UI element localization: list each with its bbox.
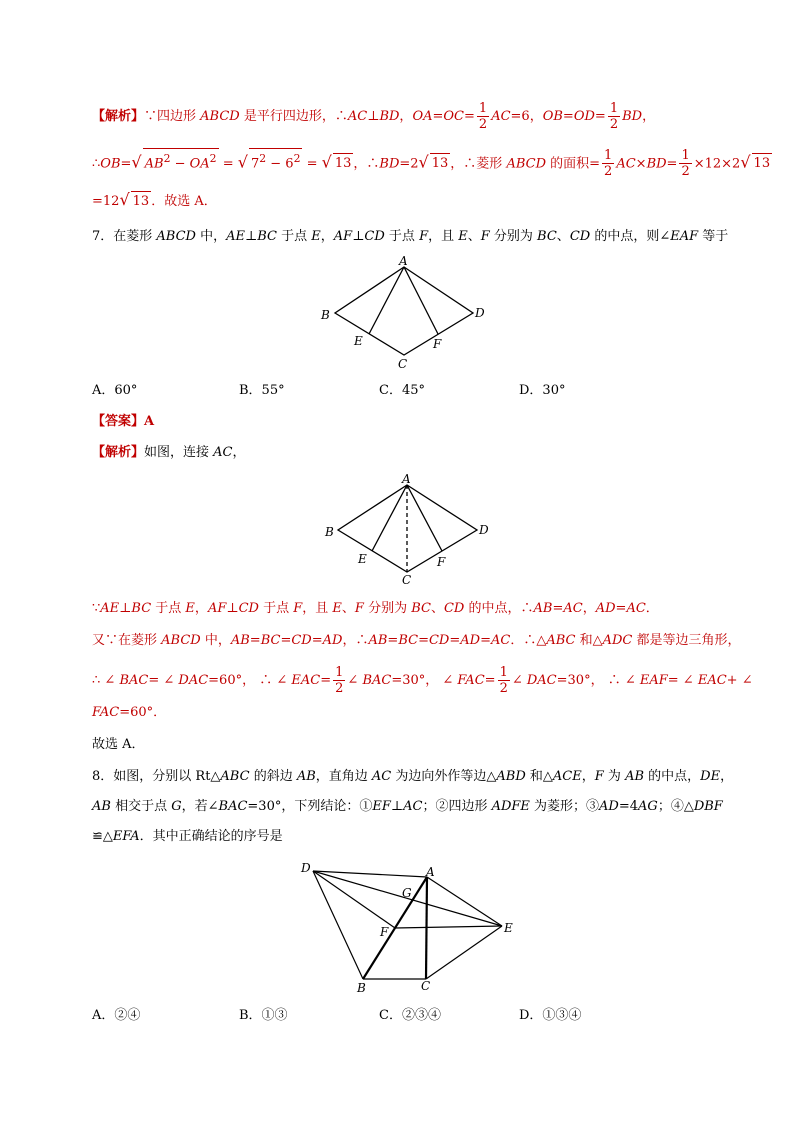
label-C: C [421, 979, 431, 993]
analysis-label: 【解析】 [92, 109, 145, 124]
label-B: B [325, 525, 334, 539]
question-7-options [92, 381, 712, 401]
fraction-half: $\frac{1}{2}$ [499, 665, 508, 696]
label-C: C [402, 573, 412, 587]
option-a: A．60° [92, 383, 138, 398]
label-A: A [426, 865, 435, 879]
fraction-half: $\frac{1}{2}$ [604, 148, 613, 180]
analysis-q7-intro: 【解析】如图，连接 AC， [92, 445, 246, 460]
question-7-stem: 7．在菱形 ABCD 中，AE⊥BC 于点 E，AF⊥CD 于点 F，且 E、F 分别为 BC、CD 的中点，则∠EAF 等于 [92, 229, 729, 244]
label-E: E [504, 921, 513, 935]
question-8-line-3: ≌△EFA．其中正确结论的序号是 [92, 829, 283, 844]
option-d: D．①③④ [519, 1008, 582, 1023]
sqrt-expression: $AB^2 - OA^2$ [143, 148, 219, 174]
answer-value: A [144, 414, 155, 429]
option-b: B．55° [239, 383, 285, 398]
fraction-half: $\frac{1}{2}$ [681, 148, 690, 180]
label-B: B [321, 308, 330, 322]
label-F: F [433, 337, 442, 351]
label-F: F [437, 555, 446, 569]
analysis-q7-conclusion: 故选 A． [92, 737, 145, 752]
option-c: C．②③④ [379, 1008, 441, 1023]
label-E: E [354, 334, 363, 348]
label-G: G [402, 886, 412, 900]
analysis-q7-s1: ∵AE⊥BC 于点 E，AF⊥CD 于点 F，且 E、F 分别为 BC、CD 的中点，∴AB=AC，AD=AC． [92, 601, 659, 616]
label-F: F [380, 925, 389, 939]
label-D: D [479, 523, 489, 537]
analysis-q7-s2: 又∵在菱形 ABCD 中，AB=BC=CD=AD，∴AB=BC=CD=AD=AC．∴△ABC 和△ADC 都是等边三角形， [92, 633, 741, 648]
fraction-half: $\frac{1}{2}$ [609, 101, 619, 132]
analysis-q6-line-2: ∴OB=√ $AB^2 - OA^2$ = √ $7^2 - 6^2$ = √ 13 ，∴BD=2√ 13 ，∴菱形 ABCD 的面积= $\frac{1}{2}$ AC×BD= $\frac{1}{2}$ ×12×2√ 13 [92, 148, 771, 180]
label-C: C [398, 357, 408, 370]
fraction-half: $\frac{1}{2}$ [335, 665, 344, 696]
question-8-line-2: AB 相交于点 G，若∠BAC=30°，下列结论：①EF⊥AC；②四边形 ADFE 为菱形；③AD=4AG；④△DBF [92, 799, 723, 814]
fraction-half: $\frac{1}{2}$ [478, 101, 488, 132]
sqrt-expression: $7^2 - 6^2$ [249, 148, 303, 174]
label-A: A [402, 472, 411, 486]
analysis-q7-s4: FAC=60°． [92, 705, 167, 720]
label-A: A [399, 255, 408, 268]
option-b: B．①③ [239, 1008, 288, 1023]
analysis-q6-line-3: =12√ 13 ．故选 A． [92, 190, 217, 212]
option-d: D．30° [519, 383, 566, 398]
label-D: D [301, 861, 311, 875]
answer-line: 【答案】A [92, 414, 155, 429]
figure-rhombus-1 [315, 255, 495, 370]
question-8-options [92, 1006, 712, 1026]
figure-rhombus-2 [320, 472, 500, 588]
label-D: D [475, 306, 485, 320]
question-8-line-1: 8．如图，分别以 Rt△ABC 的斜边 AB，直角边 AC 为边向外作等边△ABD 和△ACE，F 为 AB 的中点，DE， [92, 769, 734, 784]
option-c: C．45° [379, 383, 425, 398]
option-a: A．②④ [92, 1008, 141, 1023]
label-E: E [358, 552, 367, 566]
analysis-q6-line-1: 【解析】∵四边形 ABCD 是平行四边形，∴AC⊥BD，OA=OC= $\frac{1}{2}$ AC=6，OB=OD= $\frac{1}{2}$ BD， [92, 101, 656, 132]
figure-q8 [295, 858, 520, 998]
analysis-q7-s3: ∴ ∠ BAC= ∠ DAC=60°， ∴ ∠ EAC= $\frac{1}{2}$ ∠ BAC=30°， ∠ FAC= $\frac{1}{2}$ ∠ DAC=30°， ∴ ∠ EAF= ∠ EAC+ ∠ [92, 665, 753, 696]
label-B: B [357, 981, 366, 995]
